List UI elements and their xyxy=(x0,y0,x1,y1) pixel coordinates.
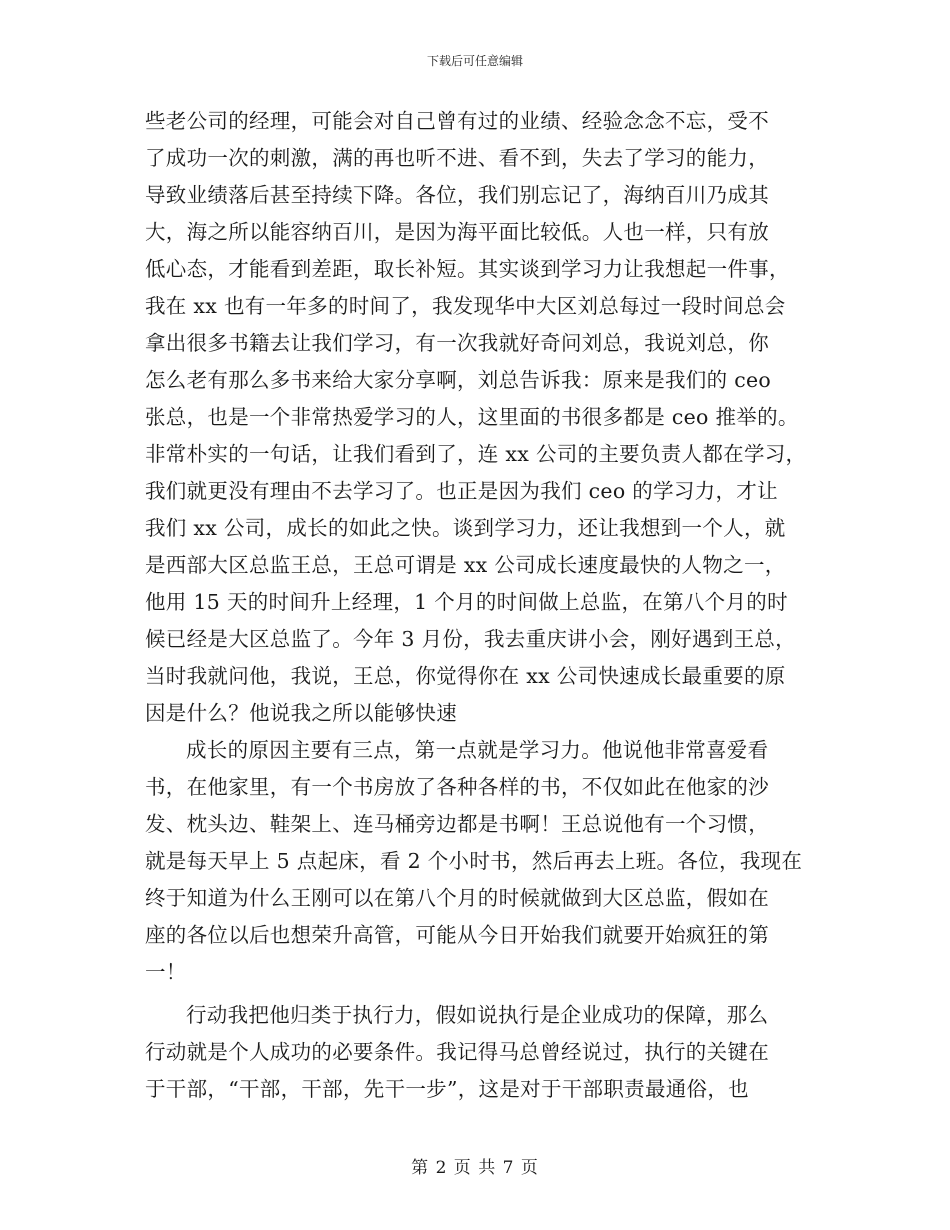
text-line: 就是每天早上 5 点起床，看 2 个小时书，然后再去上班。各位，我现在 xyxy=(145,849,803,873)
text-line: 我们 xx 公司，成长的如此之快。谈到学习力，还让我想到一个人，就 xyxy=(145,516,786,540)
text-line: 于干部，“干部，干部，先干一步”，这是对于干部职责最通俗，也 xyxy=(145,1077,749,1101)
text-line: 低心态，才能看到差距，取长补短。其实谈到学习力让我想起一件事， xyxy=(145,257,790,281)
text-line: 候已经是大区总监了。今年 3 月份，我去重庆讲小会，刚好遇到王总， xyxy=(145,627,796,651)
text-line: 非常朴实的一句话，让我们看到了，连 xx 公司的主要负责人都在学习， xyxy=(145,442,807,466)
text-line: 张总，也是一个非常热爱学习的人，这里面的书很多都是 ceo 推举的。 xyxy=(145,405,799,429)
text-line: 当时我就问他，我说，王总，你觉得你在 xx 公司快速成长最重要的原 xyxy=(145,664,786,688)
text-line: 些老公司的经理，可能会对自己曾有过的业绩、经验念念不忘，受不 xyxy=(145,109,769,133)
text-line: 发、枕头边、鞋架上、连马桶旁边都是书啊！王总说他有一个习惯， xyxy=(145,812,769,836)
text-line: 导致业绩落后甚至持续下降。各位，我们别忘记了，海纳百川乃成其 xyxy=(145,183,769,207)
text-line: 了成功一次的刺激，满的再也听不进、看不到，失去了学习的能力， xyxy=(145,146,769,170)
text-line: 成长的原因主要有三点，第一点就是学习力。他说他非常喜爱看 xyxy=(186,738,769,762)
text-line: 怎么老有那么多书来给大家分享啊，刘总告诉我：原来是我们的 ceo xyxy=(145,368,772,392)
text-line: 大，海之所以能容纳百川，是因为海平面比较低。人也一样，只有放 xyxy=(145,220,769,244)
text-line: 拿出很多书籍去让我们学习，有一次我就好奇问刘总，我说刘总，你 xyxy=(145,331,769,355)
text-line: 行动就是个人成功的必要条件。我记得马总曾经说过，执行的关键在 xyxy=(145,1040,769,1064)
text-line: 书，在他家里，有一个书房放了各种各样的书，不仅如此在他家的沙 xyxy=(145,775,769,799)
text-line: 终于知道为什么王刚可以在第八个月的时候就做到大区总监，假如在 xyxy=(145,886,769,910)
text-line: 是西部大区总监王总，王总可谓是 xx 公司成长速度最快的人物之一， xyxy=(145,553,786,577)
text-line: 我们就更没有理由不去学习了。也正是因为我们 ceo 的学习力，才让 xyxy=(145,479,778,503)
page-number-footer: 第 2 页 共 7 页 xyxy=(411,1158,539,1178)
text-line: 他用 15 天的时间升上经理，1 个月的时间做上总监，在第八个月的时 xyxy=(145,590,788,614)
text-line: 一！ xyxy=(145,960,187,984)
text-line: 行动我把他归类于执行力，假如说执行是企业成功的保障，那么 xyxy=(186,1003,769,1027)
text-line: 我在 xx 也有一年多的时间了，我发现华中大区刘总每过一段时间总会 xyxy=(145,294,786,318)
page-header: 下载后可任意编辑 xyxy=(426,54,523,68)
text-line: 座的各位以后也想荣升高管，可能从今日开始我们就要开始疯狂的第 xyxy=(145,923,769,947)
text-line: 因是什么？他说我之所以能够快速 xyxy=(145,701,457,725)
